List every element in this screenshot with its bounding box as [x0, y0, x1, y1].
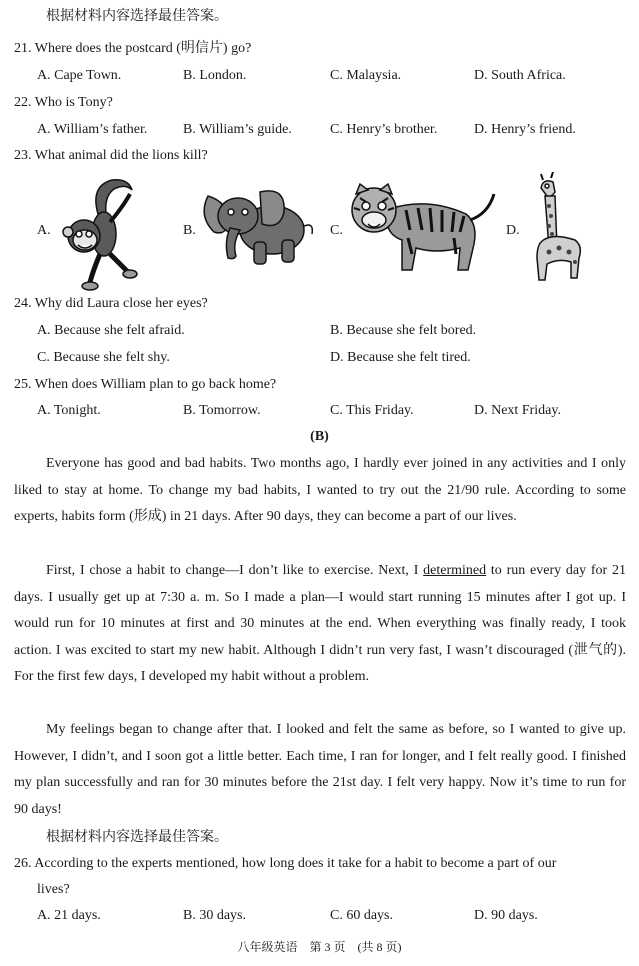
- q25-option-b: B. Tomorrow.: [183, 403, 261, 418]
- q26-option-b: B. 30 days.: [183, 908, 246, 923]
- underlined-word: determined: [423, 563, 487, 578]
- question-number: 21.: [14, 41, 32, 56]
- question-26: [14, 855, 556, 873]
- question-text: What animal did the lions kill?: [34, 148, 208, 163]
- q22-option-c: C. Henry’s brother.: [330, 122, 438, 137]
- q26-option-d: D. 90 days.: [474, 908, 538, 923]
- q21-option-b: B. London.: [183, 68, 247, 83]
- q21-option-c: C. Malaysia.: [330, 68, 402, 83]
- q25-option-a: A. Tonight.: [37, 403, 101, 418]
- q24-option-d: D. Because she felt tired.: [330, 350, 471, 365]
- passage-paragraph-1: Everyone has good and bad habits. Two months ago, I hardly ever joined in any activities and I only liked to stay at home. To change my bad habits, I wanted to try out the 21/90 rule. According to some experts, habits form (形成) in 21 days. After 90 days, they can become a part of our lives.: [14, 456, 626, 524]
- question-text: When does William plan to go back home?: [34, 377, 277, 392]
- q25-option-d: D. Next Friday.: [474, 403, 561, 418]
- monkey-icon: [52, 174, 142, 296]
- question-26-continued: lives?: [37, 882, 70, 897]
- q23-option-c: C.: [330, 223, 343, 238]
- question-21: [14, 40, 251, 58]
- q23-option-a: A.: [37, 223, 51, 238]
- question-23: [14, 147, 208, 165]
- q22-option-b: B. William’s guide.: [183, 122, 292, 137]
- q23-option-d: D.: [506, 223, 520, 238]
- giraffe-icon: [525, 172, 585, 286]
- q25-option-c: C. This Friday.: [330, 403, 414, 418]
- section-heading: (B): [310, 429, 329, 444]
- q22-option-d: D. Henry’s friend.: [474, 122, 576, 137]
- question-25: [14, 376, 276, 394]
- q26-option-a: A. 21 days.: [37, 908, 101, 923]
- question-text: Where does the postcard (明信片) go?: [34, 41, 252, 56]
- question-24: [14, 295, 208, 313]
- q22-option-a: A. William’s father.: [37, 122, 148, 137]
- q26-option-c: C. 60 days.: [330, 908, 393, 923]
- q24-option-c: C. Because she felt shy.: [37, 350, 170, 365]
- instruction-text: 根据材料内容选择最佳答案。: [46, 830, 228, 845]
- q24-option-a: A. Because she felt afraid.: [37, 323, 185, 338]
- page-footer: 八年级英语 第 3 页 (共 8 页): [237, 940, 402, 954]
- question-number: 22.: [14, 95, 32, 110]
- question-number: 26.: [14, 856, 32, 871]
- question-number: 24.: [14, 296, 32, 311]
- passage-paragraph-3: My feelings began to change after that. I looked and felt the same as before, so I wanted to give up. However, I didn’t, and I soon got a little better. Each time, I ran for longer, and I felt really good. I finished my plan successfully and ran for 30 minutes before the 21st day. I felt very happy. Now it’s time to run for 90 days!: [14, 722, 626, 817]
- q21-option-d: D. South Africa.: [474, 68, 566, 83]
- question-22: [14, 94, 113, 112]
- instruction-text: 根据材料内容选择最佳答案。: [46, 9, 228, 24]
- tiger-icon: [346, 180, 496, 276]
- question-number: 25.: [14, 377, 32, 392]
- question-text: According to the experts mentioned, how long does it take for a habit to become a part of our: [34, 856, 557, 871]
- question-text: Who is Tony?: [34, 95, 113, 110]
- question-text: Why did Laura close her eyes?: [34, 296, 208, 311]
- passage-paragraph-2: First, I chose a habit to change—I don’t like to exercise. Next, I determined to run every day for 21 days. I usually get up at 7:30 a. m. So I made a plan—I would start running 15 minutes after I got up. I would run for 10 minutes at first and 30 minutes at the end. When everything was finally ready, I took action. I was excited to start my new habit. Although I didn’t run very fast, I wasn’t discouraged (泄气的). For the first few days, I developed my habit without a problem.: [14, 563, 626, 684]
- q24-option-b: B. Because she felt bored.: [330, 323, 477, 338]
- q21-option-a: A. Cape Town.: [37, 68, 122, 83]
- question-number: 23.: [14, 148, 32, 163]
- elephant-icon: [198, 186, 316, 268]
- q23-option-b: B.: [183, 223, 196, 238]
